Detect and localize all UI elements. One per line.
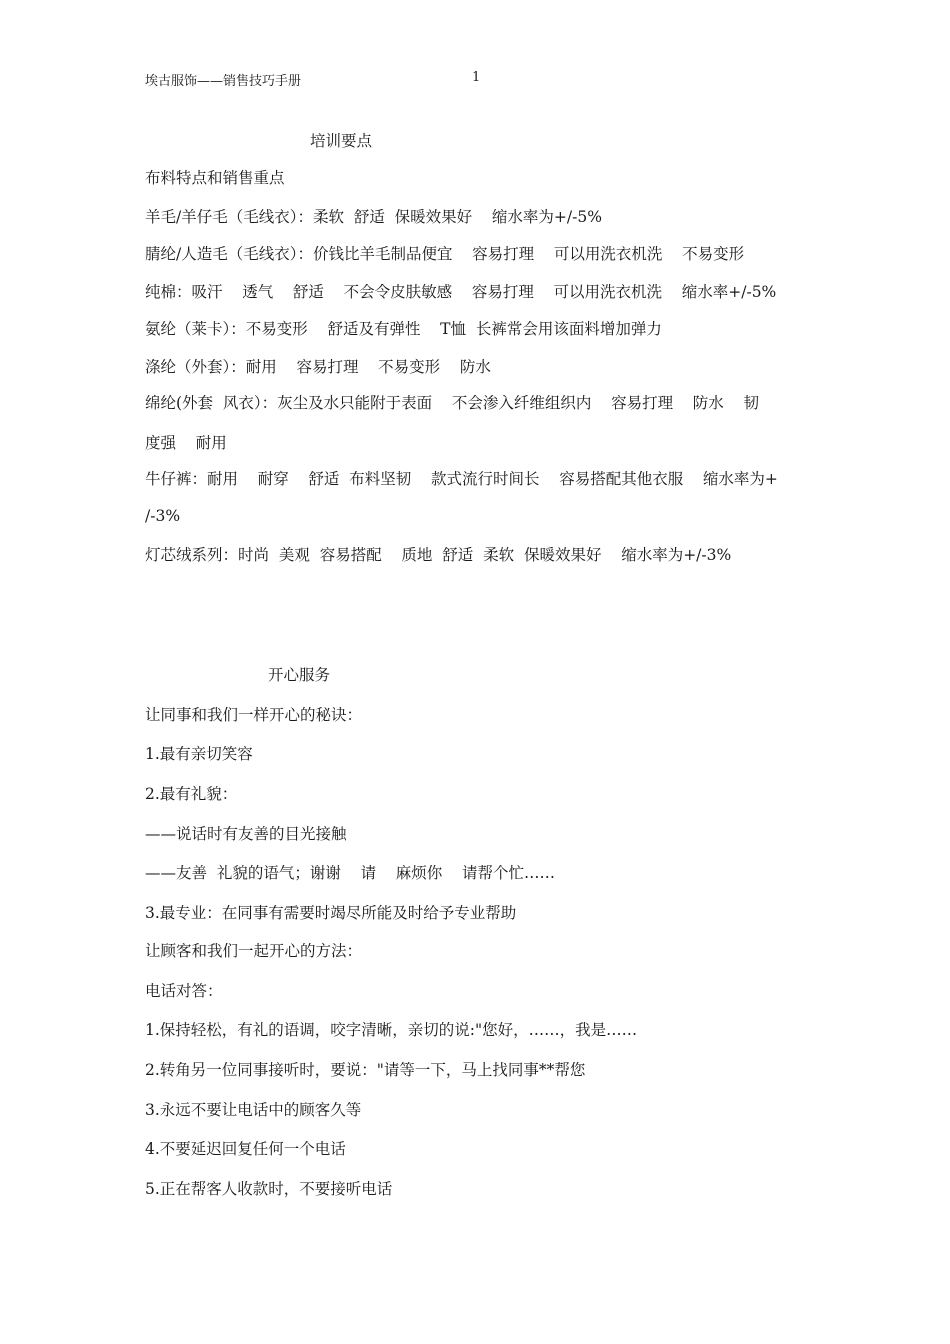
text-line: 布料特点和销售重点 <box>145 169 285 187</box>
text-line: 涤纶（外套）：耐用 容易打理 不易变形 防水 <box>145 358 491 376</box>
text-line: /-3% <box>145 507 181 525</box>
section-heading-training: 培训要点 <box>310 132 373 150</box>
text-line: 5.正在帮客人收款时，不要接听电话 <box>145 1180 393 1198</box>
text-line: ——友善 礼貌的语气；谢谢 请 麻烦你 请帮个忙…… <box>145 864 555 882</box>
text-line: 2.最有礼貌： <box>145 785 238 803</box>
text-line: 3.最专业：在同事有需要时竭尽所能及时给予专业帮助 <box>145 904 517 922</box>
text-line: 2.转角另一位同事接听时，要说："请等一下，马上找同事**帮您 <box>145 1061 586 1079</box>
text-line: 牛仔裤：耐用 耐穿 舒适 布料坚韧 款式流行时间长 容易搭配其他衣服 缩水率为+ <box>145 470 778 488</box>
text-line: 纯棉：吸汗 透气 舒适 不会令皮肤敏感 容易打理 可以用洗衣机洗 缩水率+/-5% <box>145 283 777 301</box>
text-line: 1.最有亲切笑容 <box>145 745 253 763</box>
text-line: 4.不要延迟回复任何一个电话 <box>145 1140 346 1158</box>
page-number: 1 <box>472 70 481 85</box>
text-line: 让同事和我们一样开心的秘诀： <box>145 706 363 724</box>
text-line: 电话对答： <box>145 982 223 1000</box>
text-line: 1.保持轻松，有礼的语调，咬字清晰，亲切的说:"您好，……，我是…… <box>145 1021 638 1039</box>
text-line: 3.永远不要让电话中的顾客久等 <box>145 1101 362 1119</box>
text-line: 氨纶（莱卡）：不易变形 舒适及有弹性 T恤 长裤常会用该面料增加弹力 <box>145 320 662 338</box>
section-heading-service: 开心服务 <box>268 666 331 684</box>
text-line: 绵纶(外套 风衣）：灰尘及水只能附于表面 不会渗入纤维组织内 容易打理 防水 韧 <box>145 394 759 412</box>
text-line: 让顾客和我们一起开心的方法： <box>145 942 363 960</box>
text-line: 度强 耐用 <box>145 434 227 452</box>
text-line: 灯芯绒系列：时尚 美观 容易搭配 质地 舒适 柔软 保暖效果好 缩水率为+/-3% <box>145 546 732 564</box>
text-line: ——说话时有友善的目光接触 <box>145 825 347 843</box>
text-line: 羊毛/羊仔毛（毛线衣）：柔软 舒适 保暖效果好 缩水率为+/-5% <box>145 208 602 226</box>
header-title: 埃古服饰——销售技巧手册 <box>145 74 302 89</box>
text-line: 腈纶/人造毛（毛线衣）：价钱比羊毛制品便宜 容易打理 可以用洗衣机洗 不易变形 <box>145 245 745 263</box>
